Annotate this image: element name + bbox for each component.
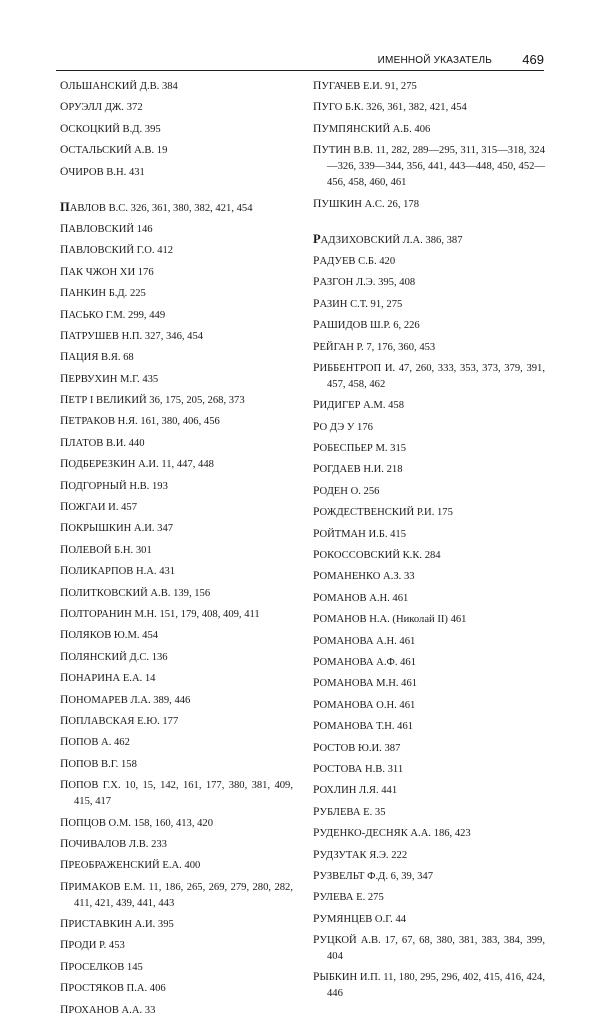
index-entry: ПОДГОРНЫЙ Н.В. 193	[60, 478, 168, 492]
page-number: 469	[522, 52, 544, 67]
index-entry: РОЖДЕСТВЕНСКИЙ Р.И. 175	[313, 505, 453, 519]
index-entry: РАДЗИХОВСКИЙ Л.А. 386, 387	[313, 231, 463, 246]
index-entry: РОМАНОВА А.Ф. 461	[313, 654, 417, 668]
index-entry: РОЙТМАН И.Б. 415	[313, 526, 407, 540]
index-entry: ПУШКИН А.С. 26, 178	[313, 196, 420, 210]
index-entry: ПЕРВУХИН М.Г. 435	[60, 371, 159, 385]
index-entry: ОРУЭЛЛ ДЖ. 372	[60, 100, 143, 114]
index-entry: РАЗИН С.Т. 91, 275	[313, 296, 403, 310]
index-entry: ОСКОЦКИЙ В.Д. 395	[60, 121, 161, 135]
index-entry: РОМАНОВА Т.Н. 461	[313, 719, 414, 733]
index-entry: ПОЛТОРАНИН М.Н. 151, 179, 408, 409, 411	[60, 606, 260, 620]
index-entry: ПОЛИКАРПОВ Н.А. 431	[60, 564, 176, 578]
index-entry: РЕЙГАН Р. 7, 176, 360, 453	[313, 339, 436, 353]
index-entry: РОМАНОВ А.Н. 461	[313, 590, 409, 604]
index-entry: ПРИМАКОВ Е.М. 11, 186, 265, 269, 279, 280, 282, 411, 421, 439, 441, 443	[60, 879, 293, 909]
index-entry: РУЗВЕЛЬТ Ф.Д. 6, 39, 347	[313, 868, 434, 882]
index-entry: ПАСЬКО Г.М. 299, 449	[60, 307, 166, 321]
index-entry: ПОНАРИНА Е.А. 14	[60, 671, 156, 685]
index-entry: РАДУЕВ С.Б. 420	[313, 253, 396, 267]
index-column-right	[313, 78, 545, 1007]
index-entry: ПОПЛАВСКАЯ Е.Ю. 177	[60, 713, 179, 727]
index-entry: ПРОСЕЛКОВ 145	[60, 959, 143, 973]
running-header	[56, 51, 544, 69]
index-entry: РОСТОВ Ю.И. 387	[313, 740, 401, 754]
index-entry: ПОКРЫШКИН А.И. 347	[60, 521, 174, 535]
index-entry: РУБЛЕВА Е. 35	[313, 804, 386, 818]
index-entry: ПОЛЕВОЙ Б.Н. 301	[60, 542, 152, 556]
index-entry: РОМАНОВ Н.А. (Николай II) 461	[313, 612, 467, 626]
index-entry: ПАК ЧЖОН ХИ 176	[60, 264, 154, 278]
index-entry: РАШИДОВ Ш.Р. 6, 226	[313, 318, 420, 332]
index-entry: ПОЖГАИ И. 457	[60, 500, 138, 514]
index-entry: РУДЕНКО-ДЕСНЯК А.А. 186, 423	[313, 826, 471, 840]
index-entry: РУЦКОЙ А.В. 17, 67, 68, 380, 381, 383, 384, 399, 404	[313, 933, 545, 963]
index-entry: ПЛАТОВ В.И. 440	[60, 435, 145, 449]
index-entry: РОМАНОВА О.Н. 461	[313, 697, 416, 711]
index-entry: РОМАНОВА А.Н. 461	[313, 633, 416, 647]
index-entry: ПРЕОБРАЖЕНСКИЙ Е.А. 400	[60, 858, 201, 872]
index-entry: ПРИСТАВКИН А.И. 395	[60, 917, 174, 931]
index-entry: ПОЛЯКОВ Ю.М. 454	[60, 628, 159, 642]
running-title: ИМЕННОЙ УКАЗАТЕЛЬ	[377, 55, 492, 66]
index-entry: ПРОДИ Р. 453	[60, 938, 125, 952]
index-entry: ПОПЦОВ О.М. 158, 160, 413, 420	[60, 815, 214, 829]
index-entry: РОГДАЕВ Н.И. 218	[313, 462, 403, 476]
index-entry: ПОЧИВАЛОВ Л.В. 233	[60, 836, 167, 850]
index-entry: РОХЛИН Л.Я. 441	[313, 783, 398, 797]
index-entry: ПАНКИН Б.Д. 225	[60, 286, 146, 300]
index-entry: ОЧИРОВ В.Н. 431	[60, 164, 145, 178]
index-entry: РАЗГОН Л.Э. 395, 408	[313, 275, 416, 289]
index-entry: РОБЕСПЬЕР М. 315	[313, 441, 407, 455]
index-entry: ПАВЛОВСКИЙ 146	[60, 221, 153, 235]
index-entry: ПОНОМАРЕВ Л.А. 389, 446	[60, 692, 191, 706]
index-entry: ПОЛИТКОВСКИЙ А.В. 139, 156	[60, 585, 211, 599]
index-entry: РИДИГЕР А.М. 458	[313, 398, 405, 412]
index-entry: ПОПОВ Г.Х. 10, 15, 142, 161, 177, 380, 381, 409, 415, 417	[60, 778, 293, 808]
index-entry: ПРОСТЯКОВ П.А. 406	[60, 981, 166, 995]
index-entry: РУЛЕВА Е. 275	[313, 890, 384, 904]
index-entry: ПУГО Б.К. 326, 361, 382, 421, 454	[313, 100, 467, 114]
index-entry: РУДЗУТАК Я.Э. 222	[313, 847, 408, 861]
index-entry: ПАВЛОВСКИЙ Г.О. 412	[60, 243, 174, 257]
index-entry: РОМАНЕНКО А.З. 33	[313, 569, 415, 583]
index-entry: РО ДЭ У 176	[313, 419, 373, 433]
index-entry: ПОЛЯНСКИЙ Д.С. 136	[60, 649, 168, 663]
index-entry: ПАВЛОВ В.С. 326, 361, 380, 382, 421, 454	[60, 199, 253, 214]
index-entry: ОСТАЛЬСКИЙ А.В. 19	[60, 143, 168, 157]
index-entry: РИББЕНТРОП И. 47, 260, 333, 353, 373, 379, 391, 457, 458, 462	[313, 360, 545, 390]
index-entry: РОМАНОВА М.Н. 461	[313, 676, 418, 690]
index-entry: ПАТРУШЕВ Н.П. 327, 346, 454	[60, 328, 204, 342]
index-entry: ПЕТРАКОВ Н.Я. 161, 380, 406, 456	[60, 414, 220, 428]
index-entry: ПУМПЯНСКИЙ А.Б. 406	[313, 121, 431, 135]
index-entry: РУМЯНЦЕВ О.Г. 44	[313, 911, 407, 925]
index-column-left	[60, 78, 293, 1023]
index-entry: ПРОХАНОВ А.А. 33	[60, 1002, 156, 1016]
header-rule	[56, 70, 544, 71]
index-entry: ПАЦИЯ В.Я. 68	[60, 350, 134, 364]
index-entry: ОЛЬШАНСКИЙ Д.В. 384	[60, 79, 178, 92]
index-entry: РОСТОВА Н.В. 311	[313, 761, 404, 775]
index-entry: РОКОССОВСКИЙ К.К. 284	[313, 548, 441, 562]
index-entry: ПОДБЕРЕЗКИН А.И. 11, 447, 448	[60, 457, 214, 471]
index-entry: ПУТИН В.В. 11, 282, 289—295, 311, 315—318, 324—326, 339—344, 356, 441, 443—448, 450, 452—456, 458, 460, 461	[313, 143, 545, 189]
index-entry: ПЕТР I ВЕЛИКИЙ 36, 175, 205, 268, 373	[60, 393, 245, 407]
index-entry: ПОПОВ А. 462	[60, 735, 130, 749]
index-entry: ПОПОВ В.Г. 158	[60, 756, 137, 770]
index-entry: ПУГАЧЕВ Е.И. 91, 275	[313, 79, 417, 92]
index-entry: РОДЕН О. 256	[313, 483, 380, 497]
index-entry: РЫБКИН И.П. 11, 180, 295, 296, 402, 415, 416, 424, 446	[313, 970, 545, 1000]
